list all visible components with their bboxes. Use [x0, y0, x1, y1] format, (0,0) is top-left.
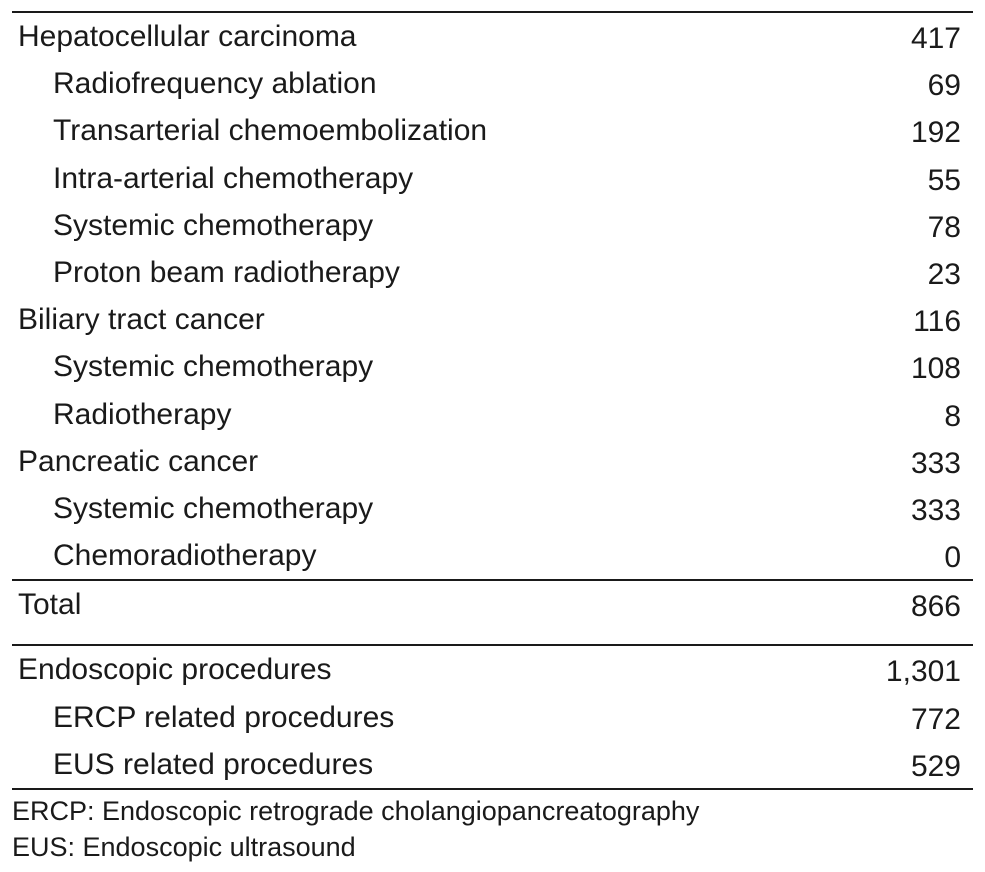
row-value: 1,301 [885, 655, 961, 689]
row-label: Systemic chemotherapy [53, 491, 374, 525]
section-gap [12, 628, 973, 644]
table-row [12, 202, 973, 249]
row-label: Biliary tract cancer [18, 303, 265, 337]
row-label: Proton beam radiotherapy [53, 255, 400, 289]
footnotes [12, 793, 699, 865]
row-value: 333 [910, 446, 961, 480]
row-label: Intra-arterial chemotherapy [53, 161, 414, 195]
row-label: Radiotherapy [53, 397, 232, 431]
footnote-ercp: ERCP: Endoscopic retrograde cholangiopancreatography [12, 796, 700, 826]
total-value: 866 [910, 590, 961, 624]
table-row [12, 13, 973, 60]
table-row [12, 155, 973, 202]
row-value: 23 [927, 257, 961, 291]
row-label: Systemic chemotherapy [53, 208, 374, 242]
table-row [12, 646, 973, 693]
total-row [12, 581, 973, 628]
table-row [12, 438, 973, 485]
table-row [12, 343, 973, 390]
total-label: Total [18, 588, 82, 622]
table-row [12, 694, 973, 741]
row-value: 192 [910, 116, 961, 150]
table-row [12, 296, 973, 343]
table-row [12, 485, 973, 532]
row-label: Hepatocellular carcinoma [18, 20, 357, 53]
row-label: Systemic chemotherapy [53, 350, 374, 384]
row-value: 333 [910, 493, 961, 527]
row-label: Transarterial chemoembolization [53, 114, 488, 148]
row-label: ERCP related procedures [53, 700, 395, 734]
row-value: 0 [944, 541, 961, 575]
procedures-table [12, 11, 973, 790]
row-label: Chemoradiotherapy [53, 539, 317, 573]
table-row [12, 391, 973, 438]
table-row [12, 249, 973, 296]
row-label: EUS related procedures [53, 747, 374, 781]
table-row [12, 741, 973, 788]
row-value: 55 [927, 163, 961, 197]
row-value: 116 [913, 305, 961, 339]
row-value: 78 [927, 210, 961, 244]
row-label: Pancreatic cancer [18, 444, 259, 478]
bottom-rule [12, 788, 973, 790]
row-value: 529 [910, 749, 961, 783]
row-value: 417 [910, 22, 961, 55]
row-value: 108 [910, 352, 961, 386]
row-value: 8 [944, 399, 961, 433]
table-row [12, 60, 973, 107]
row-label: Endoscopic procedures [18, 653, 332, 687]
table-row [12, 107, 973, 154]
table-row [12, 532, 973, 579]
row-label: Radiofrequency ablation [53, 67, 377, 101]
footnote-eus: EUS: Endoscopic ultrasound [12, 832, 356, 862]
row-value: 69 [927, 69, 961, 103]
row-value: 772 [910, 702, 961, 736]
